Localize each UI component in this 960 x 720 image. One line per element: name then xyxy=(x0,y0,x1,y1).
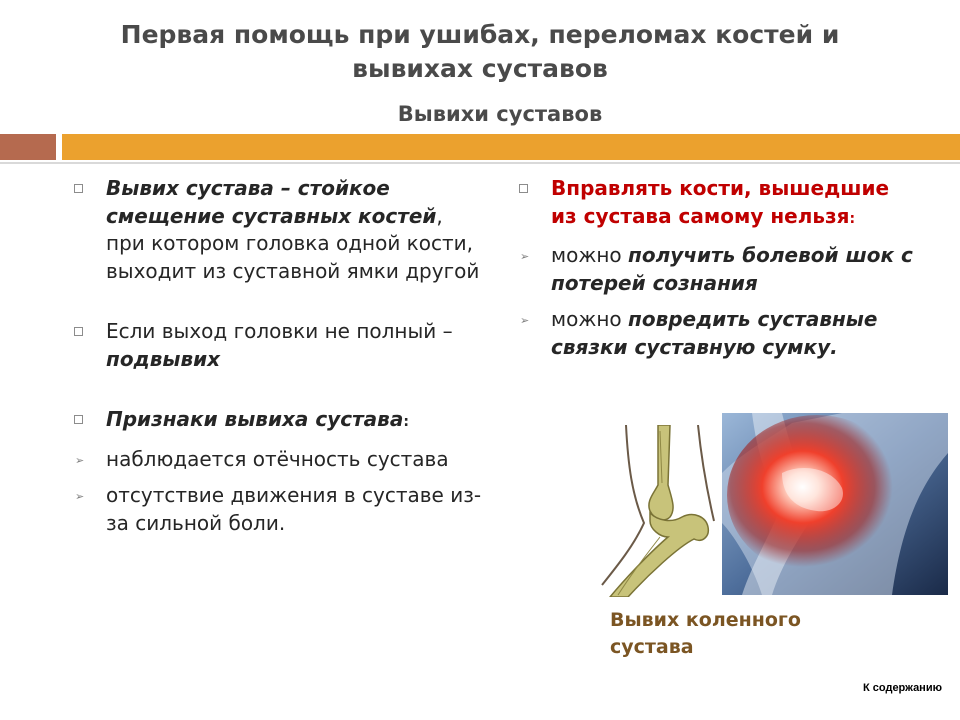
definition-term: Вывих сустава – стойкое смещение суставных костей xyxy=(106,176,437,228)
signs-heading: Признаки вывиха сустава xyxy=(106,407,404,431)
consequence-item xyxy=(520,242,921,297)
partial-dislocation-text: Если выход головки не полный – xyxy=(106,319,453,343)
consequence-prefix: можно xyxy=(551,307,629,331)
sign-text: наблюдается отёчность сустава xyxy=(106,446,449,471)
consequence-text: получить болевой шок с потерей сознания xyxy=(551,243,913,295)
arrow-bullet-icon: ➢ xyxy=(75,490,85,503)
image-caption: Вывих коленного сустава xyxy=(610,609,801,658)
square-bullet-icon xyxy=(519,184,528,193)
knee-joint-illustration xyxy=(722,413,948,595)
consequence-text: повредить суставные связки суставную сумку. xyxy=(551,307,878,359)
sign-item xyxy=(75,446,486,474)
definition-text: , при котором головка одной кости, выходит из суставной ямки другой xyxy=(106,203,480,283)
square-bullet-icon xyxy=(74,415,83,424)
header-accent-bar-left xyxy=(0,134,56,160)
warning-colon: : xyxy=(849,210,856,227)
header-divider xyxy=(0,162,960,164)
sign-text: отсутствие движения в суставе из-за сильной боли. xyxy=(106,483,482,535)
warning-item xyxy=(551,175,921,233)
slide-title-line1: Первая помощь при ушибах, переломах костей и xyxy=(120,20,840,49)
sign-item xyxy=(75,482,486,537)
signs-heading-colon: : xyxy=(403,414,409,430)
slide-title-line2: вывихах суставов xyxy=(352,54,608,83)
square-bullet-icon xyxy=(74,327,83,336)
consequence-item xyxy=(520,306,921,361)
partial-dislocation-item xyxy=(106,318,486,373)
arrow-bullet-icon: ➢ xyxy=(75,453,85,467)
slide-subtitle: Вывихи суставов xyxy=(397,102,603,126)
slide-title xyxy=(40,18,920,86)
arrow-bullet-icon: ➢ xyxy=(520,314,530,327)
definition-item xyxy=(106,175,486,285)
table-of-contents-link[interactable]: К содержанию xyxy=(863,682,942,694)
right-bullet-list xyxy=(520,175,921,361)
left-bullet-list xyxy=(75,175,486,537)
consequence-prefix: можно xyxy=(551,243,629,267)
square-bullet-icon xyxy=(74,184,83,193)
dislocated-bone-illustration xyxy=(598,425,718,597)
signs-heading-item xyxy=(106,406,486,437)
header-accent-bar-right xyxy=(62,134,960,160)
warning-text: Вправлять кости, вышедшие из сустава самому нельзя xyxy=(551,176,890,228)
partial-dislocation-term: подвывих xyxy=(106,346,221,371)
arrow-bullet-icon: ➢ xyxy=(520,250,530,263)
